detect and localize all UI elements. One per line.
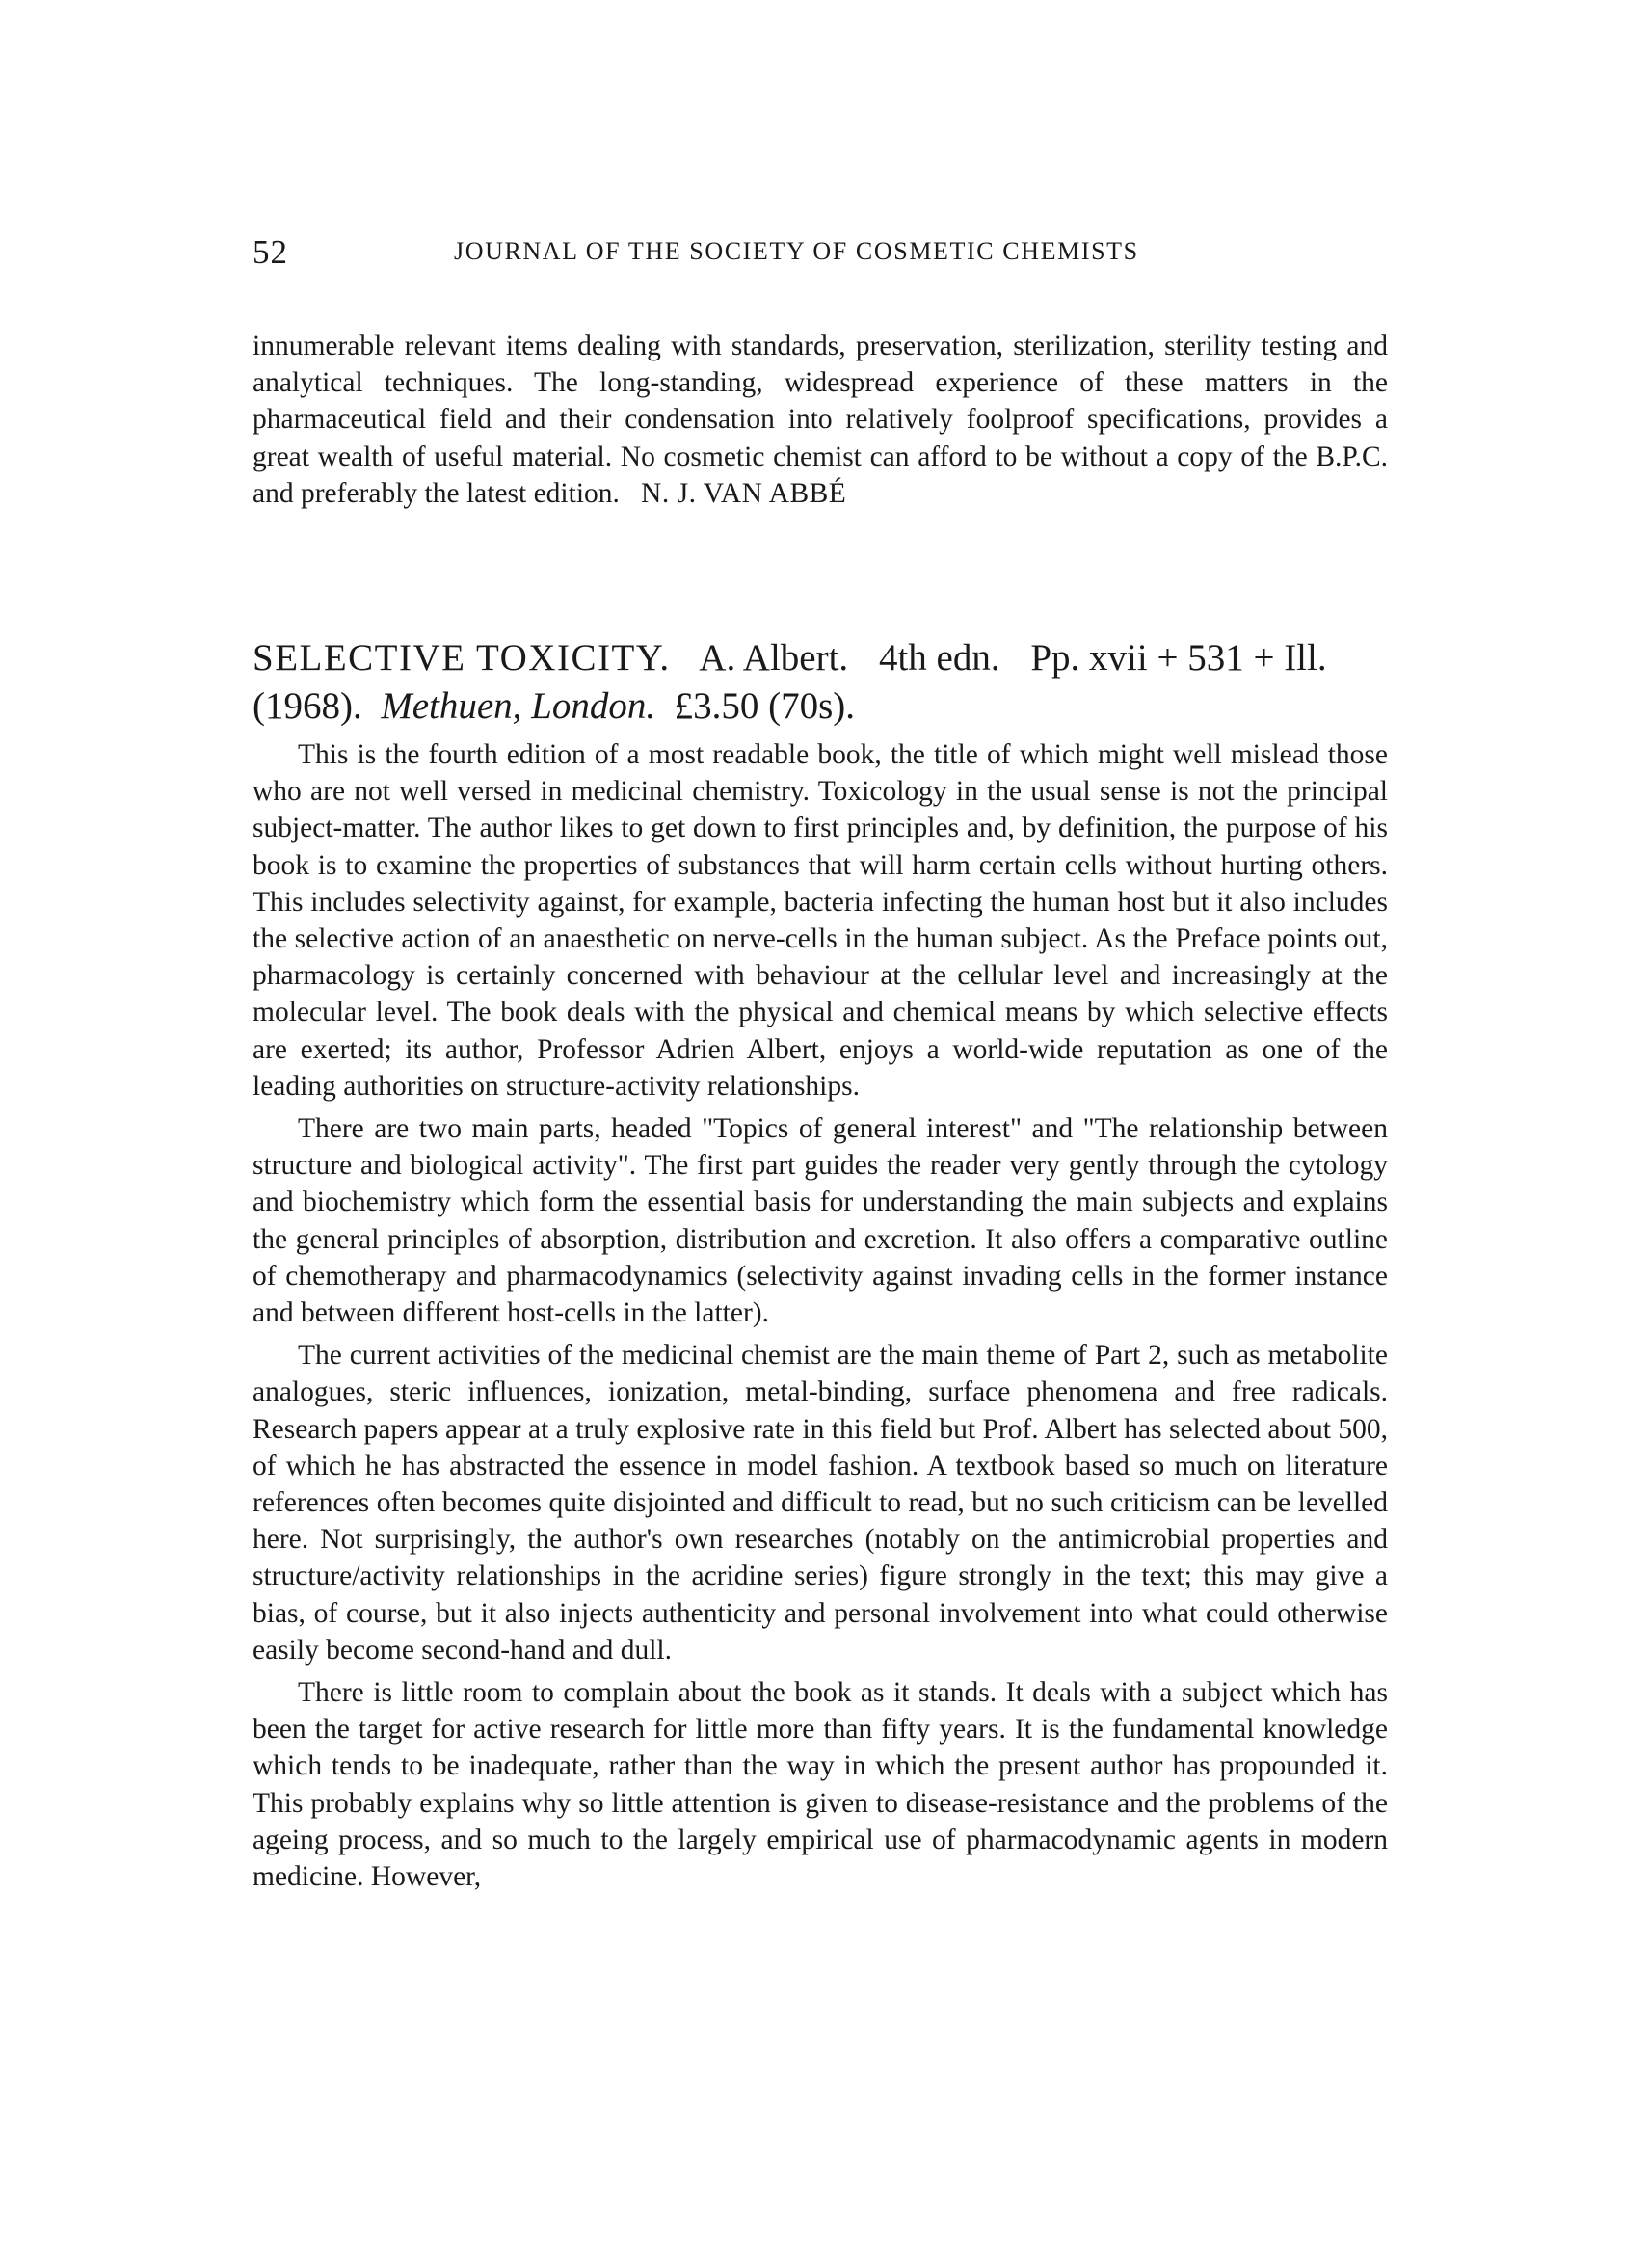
book-publisher: Methuen, London. xyxy=(381,685,656,727)
book-review-heading xyxy=(253,634,1388,731)
reviewer-signature: N. J. VAN ABBÉ xyxy=(641,477,847,509)
book-edition: 4th edn. xyxy=(878,637,1000,679)
review-paragraph-3: The current activities of the medicinal chemist are the main theme of Part 2, such as metabolite analogues, steric influences, ionization, metal-binding, surface phenomena and free radicals. Research papers appear at a truly explosive rate in this field but Prof. Albert has selected about 500, of which he has abstracted the essence in model fashion. A textbook based so much on literature references often becomes quite disjointed and difficult to read, but no such criticism can be levelled here. Not surprisingly, the author's own researches (notably on the antimicrobial properties and structure/activity relationships in the acridine series) figure strongly in the text; this may give a bias, of course, but it also injects authenticity and personal involvement into what could otherwise easily become second-hand and dull. xyxy=(253,1340,1388,1666)
book-pages: Pp. xvii + 531 + Ill. xyxy=(1030,637,1327,679)
book-title: SELECTIVE TOXICITY. xyxy=(253,637,671,679)
book-year: (1968). xyxy=(253,685,362,727)
running-head: JOURNAL OF THE SOCIETY OF COSMETIC CHEMISTS xyxy=(454,237,1139,265)
book-review-body xyxy=(253,736,1388,1895)
previous-review-paragraph xyxy=(253,328,1388,512)
previous-review-continuation xyxy=(253,328,1388,512)
page-number: 52 xyxy=(253,233,288,271)
review-paragraph-4: There is little room to complain about the book as it stands. It deals with a subject which has been the target for active research for little more than fifty years. It is the fundamental knowledge which tends to be inadequate, rather than the way in which the present author has propounded it. This probably explains why so little attention is given to disease-resistance and the problems of the ageing process, and so much to the largely empirical use of pharmacodynamic agents in modern medicine. However, xyxy=(253,1677,1388,1893)
book-price: £3.50 (70s). xyxy=(674,685,856,727)
book-author: A. Albert. xyxy=(699,637,849,679)
page-header xyxy=(253,233,1409,281)
review-paragraph-1: This is the fourth edition of a most readable book, the title of which might well mislead those who are not well versed in medicinal chemistry. Toxicology in the usual sense is not the principal subject-matter. The author likes to get down to first principles and, by definition, the purpose of his book is to examine the properties of substances that will harm certain cells without hurting others. This includes selectivity against, for example, bacteria infecting the human host but it also includes the selective action of an anaesthetic on nerve-cells in the human subject. As the Preface points out, pharmacology is certainly concerned with behaviour at the cellular level and increasingly at the molecular level. The book deals with the physical and chemical means by which selective effects are exerted; its author, Professor Adrien Albert, enjoys a world-wide reputation as one of the leading authorities on structure-activity relationships. xyxy=(253,739,1388,1102)
review-paragraph-2: There are two main parts, headed "Topics of general interest" and "The relationship between structure and biological activity". The first part guides the reader very gently through the cytology and biochemistry which form the essential basis for understanding the main subjects and explains the general principles of absorption, distribution and excretion. It also offers a comparative outline of chemotherapy and pharmacodynamics (selectivity against invading cells in the former instance and between different host-cells in the latter). xyxy=(253,1113,1388,1329)
previous-review-text: innumerable relevant items dealing with standards, preservation, sterilization, sterility testing and analytical techniques. The long-standing, widespread experience of these matters in the pharmaceutical field and their condensation into relatively foolproof specifications, provides a great wealth of useful material. No cosmetic chemist can afford to be without a copy of the B.P.C. and preferably the latest edition. xyxy=(253,331,1388,509)
